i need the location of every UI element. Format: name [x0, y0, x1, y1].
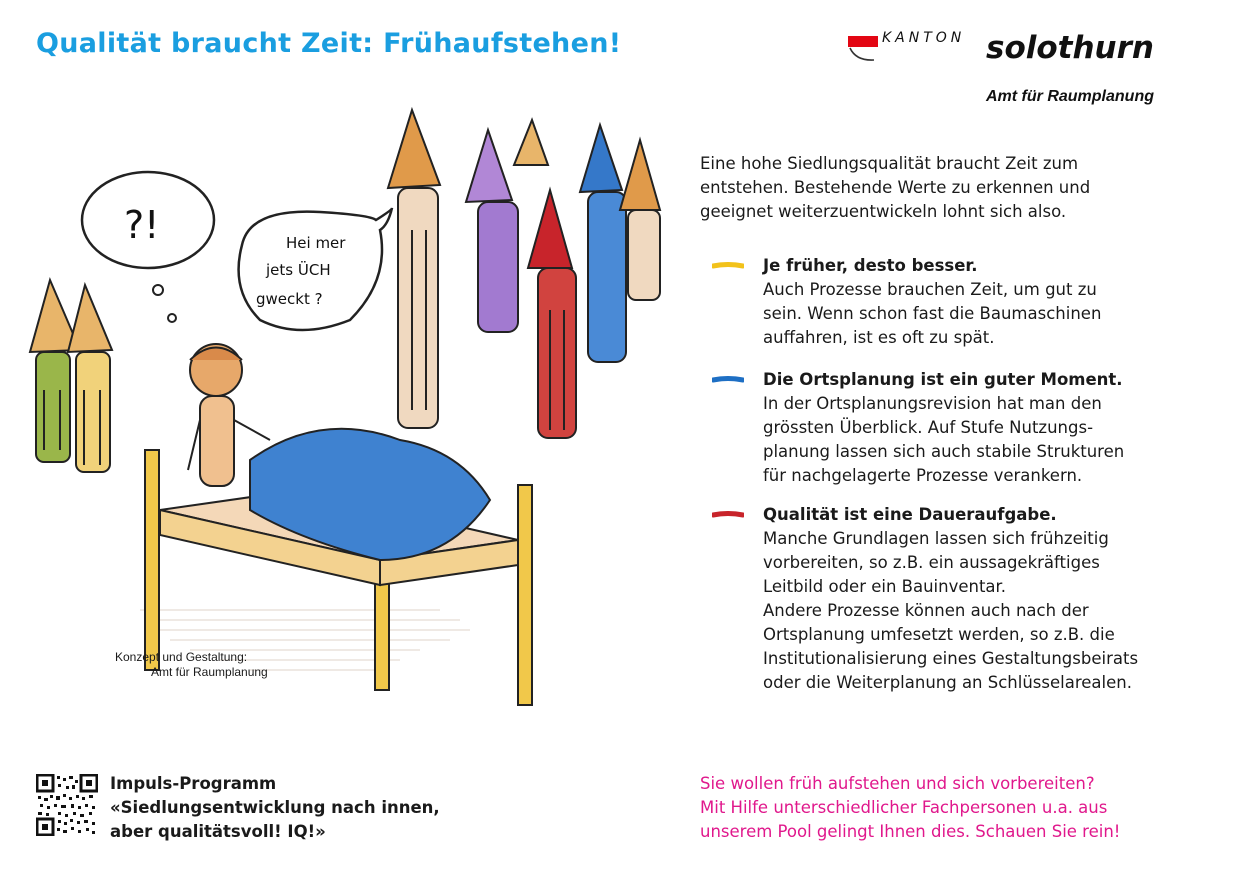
intro-line: entstehen. Bestehende Werte zu erkennen und — [700, 178, 1091, 197]
thought-text: ?! — [124, 203, 160, 247]
point-line: grössten Überblick. Auf Stufe Nutzungs- — [763, 418, 1094, 437]
figure-blue — [580, 125, 626, 362]
figure-purple — [466, 130, 518, 332]
figure-red — [528, 190, 576, 438]
point-line: oder die Weiterplanung an Schlüsselarealen. — [763, 673, 1132, 692]
speech-bubble — [239, 208, 392, 330]
blue-marker-icon — [712, 376, 744, 384]
credit-line-1: Konzept und Gestaltung: — [115, 650, 248, 664]
cta-line: unserem Pool gelingt Ihnen dies. Schauen Sie rein! — [700, 822, 1121, 841]
department-name: Amt für Raumplanung — [986, 88, 1154, 105]
point-early — [712, 254, 1182, 350]
point-heading: Qualität ist eine Daueraufgabe. — [763, 505, 1057, 524]
flag-icon — [846, 34, 880, 64]
point-line: Leitbild oder ein Bauinventar. — [763, 577, 1007, 596]
point-line: vorbereiten, so z.B. ein aussagekräftiges — [763, 553, 1100, 572]
call-to-action — [700, 772, 1120, 844]
figure-orange-tall — [388, 110, 440, 428]
intro-line: Eine hohe Siedlungsqualität braucht Zeit zum — [700, 154, 1079, 173]
impuls-line: aber qualitätsvoll! IQ!» — [110, 822, 326, 841]
illustration — [20, 90, 680, 710]
figure-green — [30, 280, 80, 462]
cta-line: Mit Hilfe unterschiedlicher Fachpersonen u.a. aus — [700, 798, 1108, 817]
point-line: Ortsplanung umfesetzt werden, so z.B. die — [763, 625, 1115, 644]
point-line: auffahren, ist es oft zu spät. — [763, 328, 995, 347]
point-line: planung lassen sich auch stabile Strukturen — [763, 442, 1125, 461]
cta-line: Sie wollen früh aufstehen und sich vorbereiten? — [700, 774, 1095, 793]
red-marker-icon — [712, 511, 744, 519]
credit — [115, 650, 268, 680]
impuls-programm — [110, 772, 440, 844]
figure-orange-small — [514, 120, 548, 165]
intro-paragraph — [700, 152, 1160, 224]
qr-code-icon[interactable] — [36, 774, 98, 836]
intro-line: geeignet weiterzuentwickeln lohnt sich also. — [700, 202, 1067, 221]
figure-yellow — [68, 285, 112, 472]
speech-line-1: Hei mer — [286, 234, 346, 252]
thought-bubble — [82, 172, 214, 322]
point-line: Institutionalisierung eines Gestaltungsbeirats — [763, 649, 1139, 668]
yellow-marker-icon — [712, 262, 744, 270]
point-line: Manche Grundlagen lassen sich frühzeitig — [763, 529, 1109, 548]
speech-line-2: jets ÜCH — [266, 261, 331, 279]
point-ortsplanung — [712, 368, 1182, 488]
point-line: für nachgelagerte Prozesse verankern. — [763, 466, 1083, 485]
point-heading: Je früher, desto besser. — [763, 256, 978, 275]
credit-line-2: Amt für Raumplanung — [151, 665, 268, 679]
point-heading: Die Ortsplanung ist ein guter Moment. — [763, 370, 1123, 389]
impuls-line: Impuls-Programm — [110, 774, 277, 793]
logo-kanton-text: KANTON — [882, 30, 966, 46]
page-title: Qualität braucht Zeit: Frühaufstehen! — [36, 28, 622, 59]
point-daueraufgabe — [712, 503, 1182, 695]
point-line: Auch Prozesse brauchen Zeit, um gut zu — [763, 280, 1097, 299]
point-line: Andere Prozesse können auch nach der — [763, 601, 1089, 620]
logo-name-text: solothurn — [986, 30, 1154, 66]
point-line: In der Ortsplanungsrevision hat man den — [763, 394, 1102, 413]
impuls-line: «Siedlungsentwicklung nach innen, — [110, 798, 440, 817]
point-line: sein. Wenn schon fast die Baumaschinen — [763, 304, 1102, 323]
speech-line-3: gweckt ? — [256, 290, 323, 308]
